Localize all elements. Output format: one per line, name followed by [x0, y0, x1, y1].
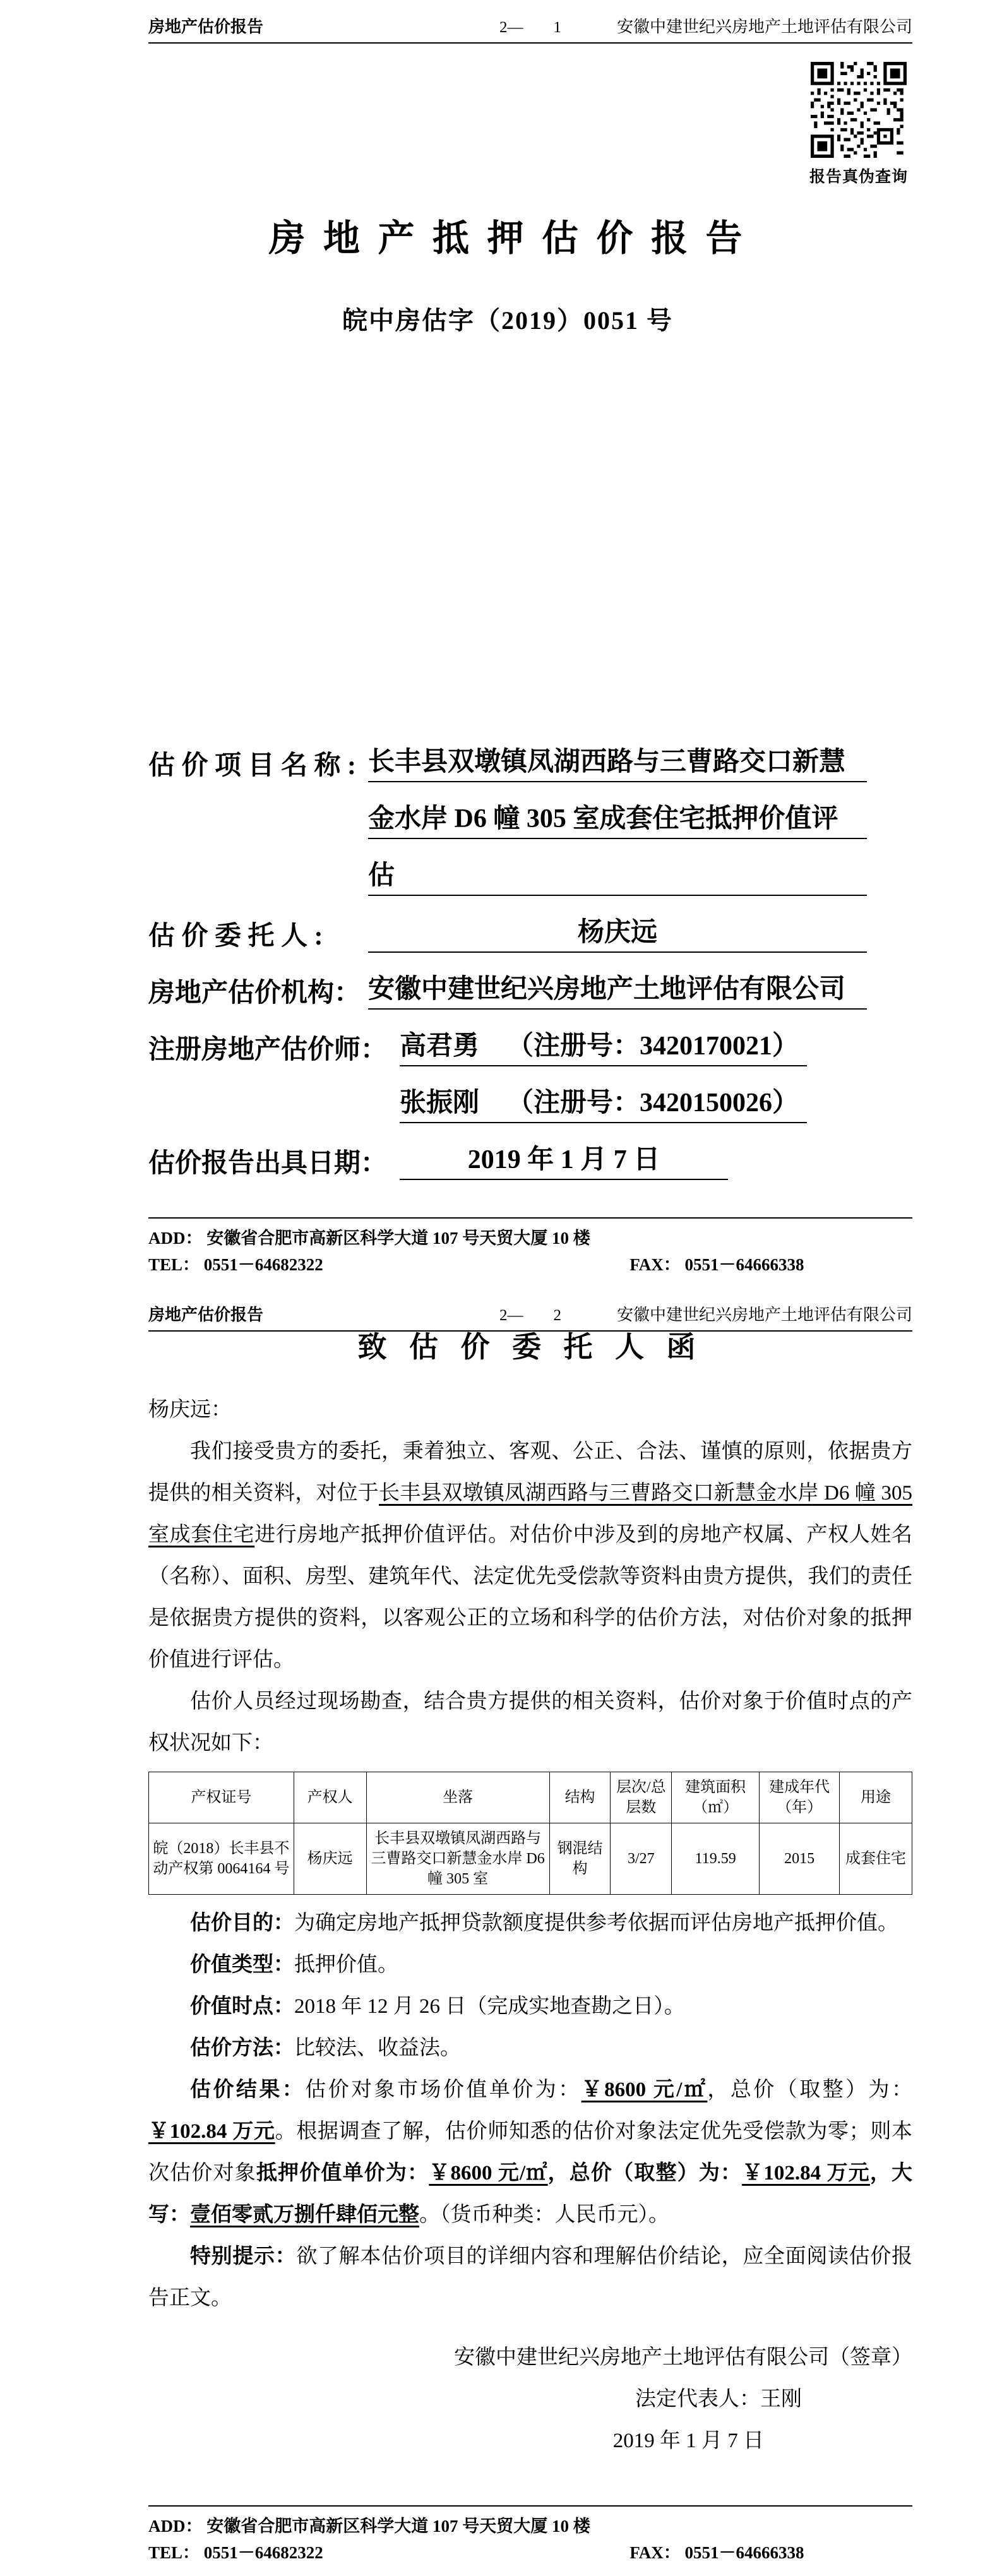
property-rights-table: [148, 1772, 912, 1895]
footer-contact: [148, 2539, 912, 2566]
value-type-label: 价值类型：: [190, 1953, 294, 1976]
result-total-price-1: ￥102.84 万元: [148, 2120, 275, 2143]
footer-contact: [148, 1251, 912, 1278]
appraiser1-value: [400, 1025, 807, 1066]
footer-fax: FAX： 0551－64666338: [629, 1255, 804, 1274]
appraiser-row-1: [148, 1025, 867, 1066]
client-value: 杨庆远: [368, 911, 867, 953]
header-doc-title: 房地产估价报告: [148, 1306, 264, 1324]
footer-tel: TEL： 0551－64682322: [148, 2543, 323, 2562]
signature-company: 安徽中建世纪兴房地产土地评估有限公司（签章）: [454, 2346, 912, 2369]
letter-salutation: 杨庆远：: [148, 1398, 232, 1421]
header-page-number: 1: [553, 19, 561, 36]
method-label: 估价方法：: [190, 2037, 294, 2060]
result-s6: ，大写：: [148, 2162, 913, 2226]
project-name-row-3: [148, 854, 867, 896]
footer-address: ADD： 安徽省合肥市高新区科学大道 107 号天贸大厦 10 楼: [148, 1229, 590, 1248]
col-area: 建筑面积（㎡）: [672, 1772, 760, 1823]
header-page-prefix: 2—: [499, 19, 523, 36]
project-name-line3: 估: [368, 854, 867, 896]
footer-tel: TEL： 0551－64682322: [148, 1255, 323, 1274]
col-use: 用途: [840, 1772, 912, 1823]
project-name-label: 估 价 项 目 名 称 :: [148, 751, 356, 780]
para1-text-a: 我们接受贵方的委托，秉着独立、客观、公正、合法、谨慎的原则，依据贵方提供的相关资料，对位于: [148, 1440, 912, 1505]
cell-area: 119.59: [672, 1823, 760, 1895]
special-note-text: 欲了解本估价项目的详细内容和理解估价结论，应全面阅读估价报告正文。: [148, 2245, 913, 2310]
page2-body: [0, 1288, 1002, 2576]
report-document-number: 皖中房估字（2019）0051 号: [342, 306, 673, 335]
appraiser2-name: 张振刚: [400, 1088, 480, 1118]
client-row: [148, 911, 867, 953]
appraisal-result: [148, 2069, 912, 2236]
cell-year-built: 2015: [760, 1823, 840, 1895]
cell-owner: 杨庆远: [294, 1823, 366, 1895]
page-footer: [148, 1217, 912, 1278]
project-name-row-2: [148, 797, 867, 839]
value-date-label: 价值时点：: [190, 1995, 294, 2018]
col-owner: 产权人: [294, 1772, 366, 1823]
result-s2: ，总价（取整）为：: [707, 2078, 913, 2101]
appraiser2-license: （注册号：3420150026）: [507, 1088, 799, 1118]
report-title: 房 地 产 抵 押 估 价 报 告: [268, 218, 747, 259]
result-s3: 。根据调查了解，估价师知悉的估价对象法定优先受偿款为零；则本次估价对象: [148, 2120, 913, 2185]
cell-use: 成套住宅: [840, 1823, 912, 1895]
value-date: [148, 1986, 912, 2027]
appraiser2-value: [400, 1082, 807, 1123]
col-floor: 层次/总层数: [611, 1772, 672, 1823]
appraisal-purpose: [148, 1902, 912, 1944]
col-cert-number: 产权证号: [149, 1772, 294, 1823]
cell-location: 长丰县双墩镇凤湖西路与三曹路交口新慧金水岸 D6 幢 305 室: [366, 1823, 549, 1895]
col-location: 坐落: [366, 1772, 549, 1823]
table-row: [149, 1823, 912, 1895]
cover-form: [148, 741, 867, 1180]
appraiser-row-2: [148, 1082, 867, 1123]
purpose-label: 估价目的：: [190, 1912, 294, 1935]
table-header-row: [149, 1772, 912, 1823]
agency-label: 房地产估价机构：: [148, 979, 361, 1008]
result-amount-in-words: 壹佰零贰万捌仟肆佰元整: [190, 2203, 419, 2226]
letter-title: 致 估 价 委 托 人 函: [357, 1331, 703, 1363]
result-s5: ，总价（取整）为：: [547, 2162, 743, 2185]
letter-paragraph-1: [148, 1431, 912, 1681]
issue-date-row: [148, 1138, 867, 1180]
header-company-name: 安徽中建世纪兴房地产土地评估有限公司: [616, 1306, 912, 1324]
appraisal-method: [148, 2027, 912, 2069]
result-unit-price-2: ￥8600 元/㎡: [429, 2162, 548, 2185]
result-s7: 。（货币种类：人民币元）。: [419, 2203, 669, 2226]
project-name-row-1: [148, 741, 867, 782]
footer-fax: FAX： 0551－64666338: [629, 2543, 804, 2562]
result-s1: 估价对象市场价值单价为：: [305, 2078, 582, 2101]
value-type: [148, 1944, 912, 1986]
project-name-line2: 金水岸 D6 幢 305 室成套住宅抵押价值评: [368, 797, 867, 839]
col-year-built: 建成年代（年）: [760, 1772, 840, 1823]
purpose-text: 为确定房地产抵押贷款额度提供参考依据而评估房地产抵押价值。: [294, 1912, 898, 1935]
issue-date-value: 2019 年 1 月 7 日: [400, 1138, 728, 1180]
project-name-line1: 长丰县双墩镇凤湖西路与三曹路交口新慧: [368, 741, 867, 782]
header-doc-title: 房地产估价报告: [148, 18, 264, 36]
signature-date: 2019 年 1 月 7 日: [612, 2430, 764, 2452]
result-s4: 抵押价值单价为：: [256, 2162, 429, 2185]
appraiser-label: 注册房地产估价师：: [148, 1035, 388, 1064]
appraiser1-name: 高君勇: [400, 1032, 480, 1061]
cell-cert-number: 皖（2018）长丰县不动产权第 0064164 号: [149, 1823, 294, 1895]
client-label: 估 价 委 托 人 :: [148, 922, 323, 951]
page-footer: [148, 2505, 912, 2566]
result-total-price-2: ￥102.84 万元: [742, 2162, 870, 2185]
report-page-2: [0, 1288, 1002, 2576]
cell-floor: 3/27: [611, 1823, 672, 1895]
signature-legal-rep: 法定代表人：王刚: [635, 2388, 802, 2411]
signature-block: [148, 2337, 912, 2462]
para1-property-underlined: 长丰县双墩镇凤湖西路与三曹路交口新慧金水岸 D6 幢 305 室成套住宅: [148, 1482, 912, 1546]
agency-row: [148, 968, 867, 1010]
letter-paragraph-2: 估价人员经过现场勘查，结合贵方提供的相关资料，估价对象于价值时点的产权状况如下：: [148, 1690, 912, 1755]
col-structure: 结构: [549, 1772, 611, 1823]
value-type-text: 抵押价值。: [294, 1953, 398, 1976]
para1-text-c: 进行房地产抵押价值评估。对估价中涉及到的房地产权属、产权人姓名（名称）、面积、房型、建筑年代、法定优先受偿款等资料由贵方提供，我们的责任是依据贵方提供的资料，以客观公正的立场和科学的估价方法，对估价对象的抵押价值进行评估。: [148, 1524, 913, 1671]
result-unit-price-1: ￥8600 元/㎡: [581, 2078, 708, 2101]
result-label: 估价结果：: [190, 2078, 306, 2101]
header-page-prefix: 2—: [499, 1307, 523, 1324]
issue-date-label: 估价报告出具日期：: [148, 1149, 388, 1178]
footer-address: ADD： 安徽省合肥市高新区科学大道 107 号天贸大厦 10 楼: [148, 2517, 590, 2536]
cell-structure: 钢混结构: [549, 1823, 611, 1895]
value-date-text: 2018 年 12 月 26 日（完成实地查勘之日）。: [294, 1995, 685, 2018]
special-note-label: 特别提示：: [190, 2245, 297, 2268]
header-page-number: 2: [553, 1307, 561, 1324]
header-company-name: 安徽中建世纪兴房地产土地评估有限公司: [616, 18, 912, 36]
method-text: 比较法、收益法。: [294, 2037, 461, 2060]
special-note: [148, 2236, 912, 2319]
qr-caption: 报告真伪查询: [809, 169, 908, 186]
appraiser1-license: （注册号：3420170021）: [507, 1032, 799, 1061]
agency-value: 安徽中建世纪兴房地产土地评估有限公司: [368, 968, 867, 1010]
